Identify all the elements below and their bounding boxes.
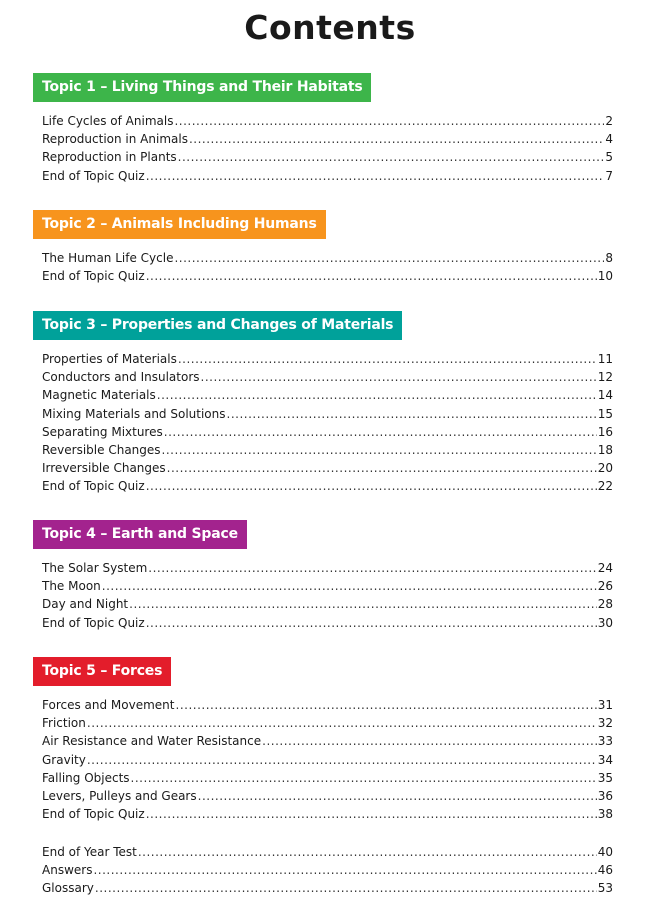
toc-entry-title: The Human Life Cycle <box>42 251 174 265</box>
toc-entry-page: 40 <box>597 845 613 859</box>
toc-entry[interactable] <box>42 616 613 634</box>
toc-entry[interactable] <box>42 269 613 287</box>
toc-entry-page: 18 <box>597 442 613 457</box>
toc-entry-page: 12 <box>597 370 613 385</box>
topic-2-entries <box>33 251 613 287</box>
topic-4-banner[interactable]: Topic 4 – Earth and Space <box>33 520 247 549</box>
toc-entry-title: Life Cycles of Animals <box>42 114 174 128</box>
toc-entry[interactable] <box>42 807 613 825</box>
toc-entry[interactable] <box>42 845 613 863</box>
toc-entry[interactable] <box>42 114 613 132</box>
toc-entry[interactable] <box>42 716 613 734</box>
toc-leader-dots <box>227 407 597 421</box>
toc-leader-dots <box>93 863 596 877</box>
topic-3-banner[interactable]: Topic 3 – Properties and Changes of Materials <box>33 311 402 340</box>
topic-1-banner[interactable]: Topic 1 – Living Things and Their Habitats <box>33 73 371 102</box>
toc-leader-dots <box>87 753 597 767</box>
topic-5-entries <box>33 698 613 825</box>
toc-leader-dots <box>167 461 597 475</box>
toc-entry[interactable] <box>42 771 613 789</box>
toc-entry[interactable] <box>42 425 613 443</box>
toc-entry-title: Reproduction in Animals <box>42 132 188 147</box>
toc-leader-dots <box>157 388 597 402</box>
toc-leader-dots <box>148 561 596 575</box>
toc-entry-title: Gravity <box>42 752 86 767</box>
toc-entry-page: 24 <box>597 561 613 575</box>
toc-entry[interactable] <box>42 753 613 771</box>
toc-leader-dots <box>201 370 597 384</box>
toc-entry-page: 20 <box>597 461 613 476</box>
toc-entry-page: 11 <box>597 352 613 366</box>
toc-entry-page: 30 <box>597 615 613 630</box>
toc-leader-dots <box>198 789 597 803</box>
toc-leader-dots <box>164 425 597 439</box>
toc-entry-page: 22 <box>597 479 613 494</box>
back-matter-entries <box>33 845 613 900</box>
toc-entry-title: Answers <box>42 863 93 878</box>
topic-3-section <box>33 311 613 498</box>
toc-entry[interactable] <box>42 597 613 615</box>
toc-entry-page: 53 <box>597 881 613 896</box>
toc-entry[interactable] <box>42 150 613 168</box>
toc-entry-title: End of Topic Quiz <box>42 168 145 183</box>
topic-3-entries <box>33 352 613 498</box>
toc-entry-title: Irreversible Changes <box>42 461 166 476</box>
toc-leader-dots <box>146 807 597 821</box>
toc-leader-dots <box>146 479 597 493</box>
toc-entry-page: 46 <box>597 863 613 878</box>
toc-entry-title: Mixing Materials and Solutions <box>42 406 226 421</box>
toc-entry-title: End of Topic Quiz <box>42 269 145 284</box>
back-matter-section <box>33 845 613 900</box>
toc-leader-dots <box>102 579 597 593</box>
toc-entry[interactable] <box>42 443 613 461</box>
toc-entry-page: 33 <box>597 734 613 749</box>
toc-entry[interactable] <box>42 461 613 479</box>
topic-4-section <box>33 520 613 634</box>
toc-entry-page: 5 <box>605 150 613 165</box>
toc-entry-page: 10 <box>597 269 613 284</box>
toc-entry[interactable] <box>42 789 613 807</box>
toc-leader-dots <box>189 132 604 146</box>
toc-entry-page: 38 <box>597 807 613 822</box>
toc-entry-page: 31 <box>597 698 613 712</box>
topic-1-section <box>33 73 613 187</box>
toc-entry[interactable] <box>42 132 613 150</box>
toc-entry-page: 32 <box>597 716 613 731</box>
toc-entry-page: 7 <box>605 168 613 183</box>
toc-leader-dots <box>146 616 597 630</box>
toc-entry[interactable] <box>42 352 613 370</box>
toc-leader-dots <box>178 150 605 164</box>
topic-4-entries <box>33 561 613 634</box>
toc-entry-page: 28 <box>597 597 613 612</box>
toc-entry[interactable] <box>42 407 613 425</box>
toc-entry[interactable] <box>42 561 613 579</box>
toc-leader-dots <box>262 734 597 748</box>
toc-entry[interactable] <box>42 698 613 716</box>
toc-entry-title: The Moon <box>42 579 101 594</box>
topic-2-banner[interactable]: Topic 2 – Animals Including Humans <box>33 210 326 239</box>
toc-entry-page: 4 <box>605 132 613 147</box>
toc-entry-page: 15 <box>597 406 613 421</box>
toc-leader-dots <box>138 845 597 859</box>
toc-entry[interactable] <box>42 388 613 406</box>
toc-leader-dots <box>95 881 597 895</box>
toc-leader-dots <box>129 597 597 611</box>
toc-leader-dots <box>146 169 605 183</box>
toc-entry[interactable] <box>42 881 613 899</box>
topic-5-banner[interactable]: Topic 5 – Forces <box>33 657 171 686</box>
toc-entry-title: End of Topic Quiz <box>42 807 145 822</box>
toc-entry-title: Glossary <box>42 881 94 896</box>
toc-entry-title: Reproduction in Plants <box>42 150 177 165</box>
topic-2-section <box>33 210 613 287</box>
toc-entry-title: Friction <box>42 716 86 731</box>
toc-leader-dots <box>131 771 597 785</box>
toc-entry-title: End of Topic Quiz <box>42 615 145 630</box>
toc-entry-page: 8 <box>605 251 613 265</box>
toc-entry-title: Reversible Changes <box>42 442 161 457</box>
toc-entry-title: Air Resistance and Water Resistance <box>42 734 262 749</box>
toc-entry-title: The Solar System <box>42 561 148 575</box>
toc-entry-title: Separating Mixtures <box>42 424 163 439</box>
toc-entry[interactable] <box>42 579 613 597</box>
toc-leader-dots <box>174 114 604 128</box>
toc-entry[interactable] <box>42 370 613 388</box>
toc-entry-page: 16 <box>597 424 613 439</box>
toc-leader-dots <box>162 443 597 457</box>
toc-entry[interactable] <box>42 734 613 752</box>
toc-entry[interactable] <box>42 251 613 269</box>
toc-entry-page: 2 <box>605 114 613 128</box>
toc-entry-title: Magnetic Materials <box>42 388 156 403</box>
toc-leader-dots <box>178 352 597 366</box>
toc-entry-title: End of Topic Quiz <box>42 479 145 494</box>
toc-entry[interactable] <box>42 863 613 881</box>
toc-entry-title: Conductors and Insulators <box>42 370 200 385</box>
toc-entry-title: Falling Objects <box>42 770 130 785</box>
toc-entry-page: 36 <box>597 788 613 803</box>
toc-entry-page: 14 <box>597 388 613 403</box>
toc-entry-page: 26 <box>597 579 613 594</box>
topic-5-section <box>33 657 613 825</box>
toc-entry-title: Properties of Materials <box>42 352 177 366</box>
toc-leader-dots <box>176 698 597 712</box>
toc-entry-page: 35 <box>597 770 613 785</box>
toc-entry-page: 34 <box>597 752 613 767</box>
toc-leader-dots <box>174 251 604 265</box>
toc-leader-dots <box>146 269 597 283</box>
topic-1-entries <box>33 114 613 187</box>
toc-entry-title: Levers, Pulleys and Gears <box>42 788 197 803</box>
toc-entry-title: Day and Night <box>42 597 129 612</box>
toc-entry[interactable] <box>42 169 613 187</box>
page-title: Contents <box>244 8 416 47</box>
toc-entry-title: End of Year Test <box>42 845 137 859</box>
toc-entry[interactable] <box>42 479 613 497</box>
toc-leader-dots <box>87 716 597 730</box>
toc-entry-title: Forces and Movement <box>42 698 175 712</box>
